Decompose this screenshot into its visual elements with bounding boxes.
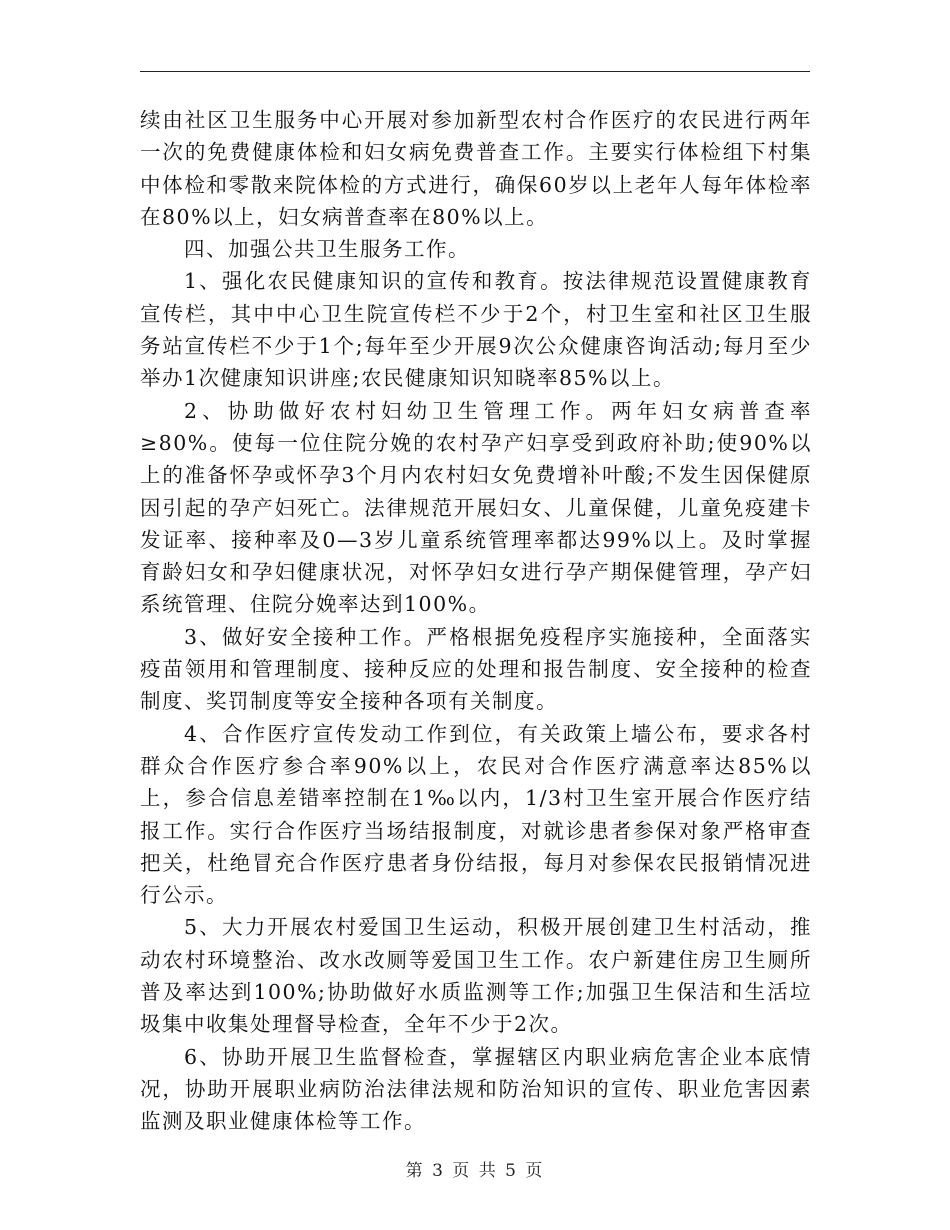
paragraph-item-5: 5、大力开展农村爱国卫生运动，积极开展创建卫生村活动，推动农村环境整治、改水改厕等爱国卫生工作。农户新建住房卫生厕所普及率达到100%;协助做好水质监测等工作;加强卫生保洁和生活垃圾集中收集处理督导检查，全年不少于2次。 <box>140 915 812 1037</box>
section-heading-public-health: 四、加强公共卫生服务工作。 <box>184 237 470 262</box>
document-body <box>140 104 812 1138</box>
paragraph-item-1: 1、强化农民健康知识的宣传和教育。按法律规范设置健康教育宣传栏，其中中心卫生院宣传栏不少于2个，村卫生室和社区卫生服务站宣传栏不少于1个;每年至少开展9次公众健康咨询活动;每月至少举办1次健康知识讲座;农民健康知识知晓率85%以上。 <box>140 269 812 391</box>
header-rule <box>140 71 810 72</box>
paragraph-item-4: 4、合作医疗宣传发动工作到位，有关政策上墙公布，要求各村群众合作医疗参合率90%以上，农民对合作医疗满意率达85%以上，参合信息差错率控制在1‰以内，1/3村卫生室开展合作医疗结报工作。实行合作医疗当场结报制度，对就诊患者参保对象严格审查把关，杜绝冒充合作医疗患者身份结报，每月对参保农民报销情况进行公示。 <box>140 721 812 908</box>
paragraph-item-3: 3、做好安全接种工作。严格根据免疫程序实施接种，全面落实疫苗领用和管理制度、接种反应的处理和报告制度、安全接种的检查制度、奖罚制度等安全接种各项有关制度。 <box>140 624 812 714</box>
paragraph-item-2: 2、协助做好农村妇幼卫生管理工作。两年妇女病普查率≥80%。使每一位住院分娩的农村孕产妇享受到政府补助;使90%以上的准备怀孕或怀孕3个月内农村妇女免费增补叶酸;不发生因保健原因引起的孕产妇死亡。法律规范开展妇女、儿童保健，儿童免疫建卡发证率、接种率及0—3岁儿童系统管理率都达99%以上。及时掌握育龄妇女和孕妇健康状况，对怀孕妇女进行孕产期保健管理，孕产妇系统管理、住院分娩率达到100%。 <box>140 398 812 617</box>
paragraph-continuation: 续由社区卫生服务中心开展对参加新型农村合作医疗的农民进行两年一次的免费健康体检和妇女病免费普查工作。主要实行体检组下村集中体检和零散来院体检的方式进行，确保60岁以上老年人每年体检率在80%以上，妇女病普查率在80%以上。 <box>140 108 812 229</box>
page-number-footer: 第 3 页 共 5 页 <box>405 1161 545 1181</box>
paragraph-item-6: 6、协助开展卫生监督检查，掌握辖区内职业病危害企业本底情况，协助开展职业病防治法律法规和防治知识的宣传、职业危害因素监测及职业健康体检等工作。 <box>140 1044 812 1134</box>
